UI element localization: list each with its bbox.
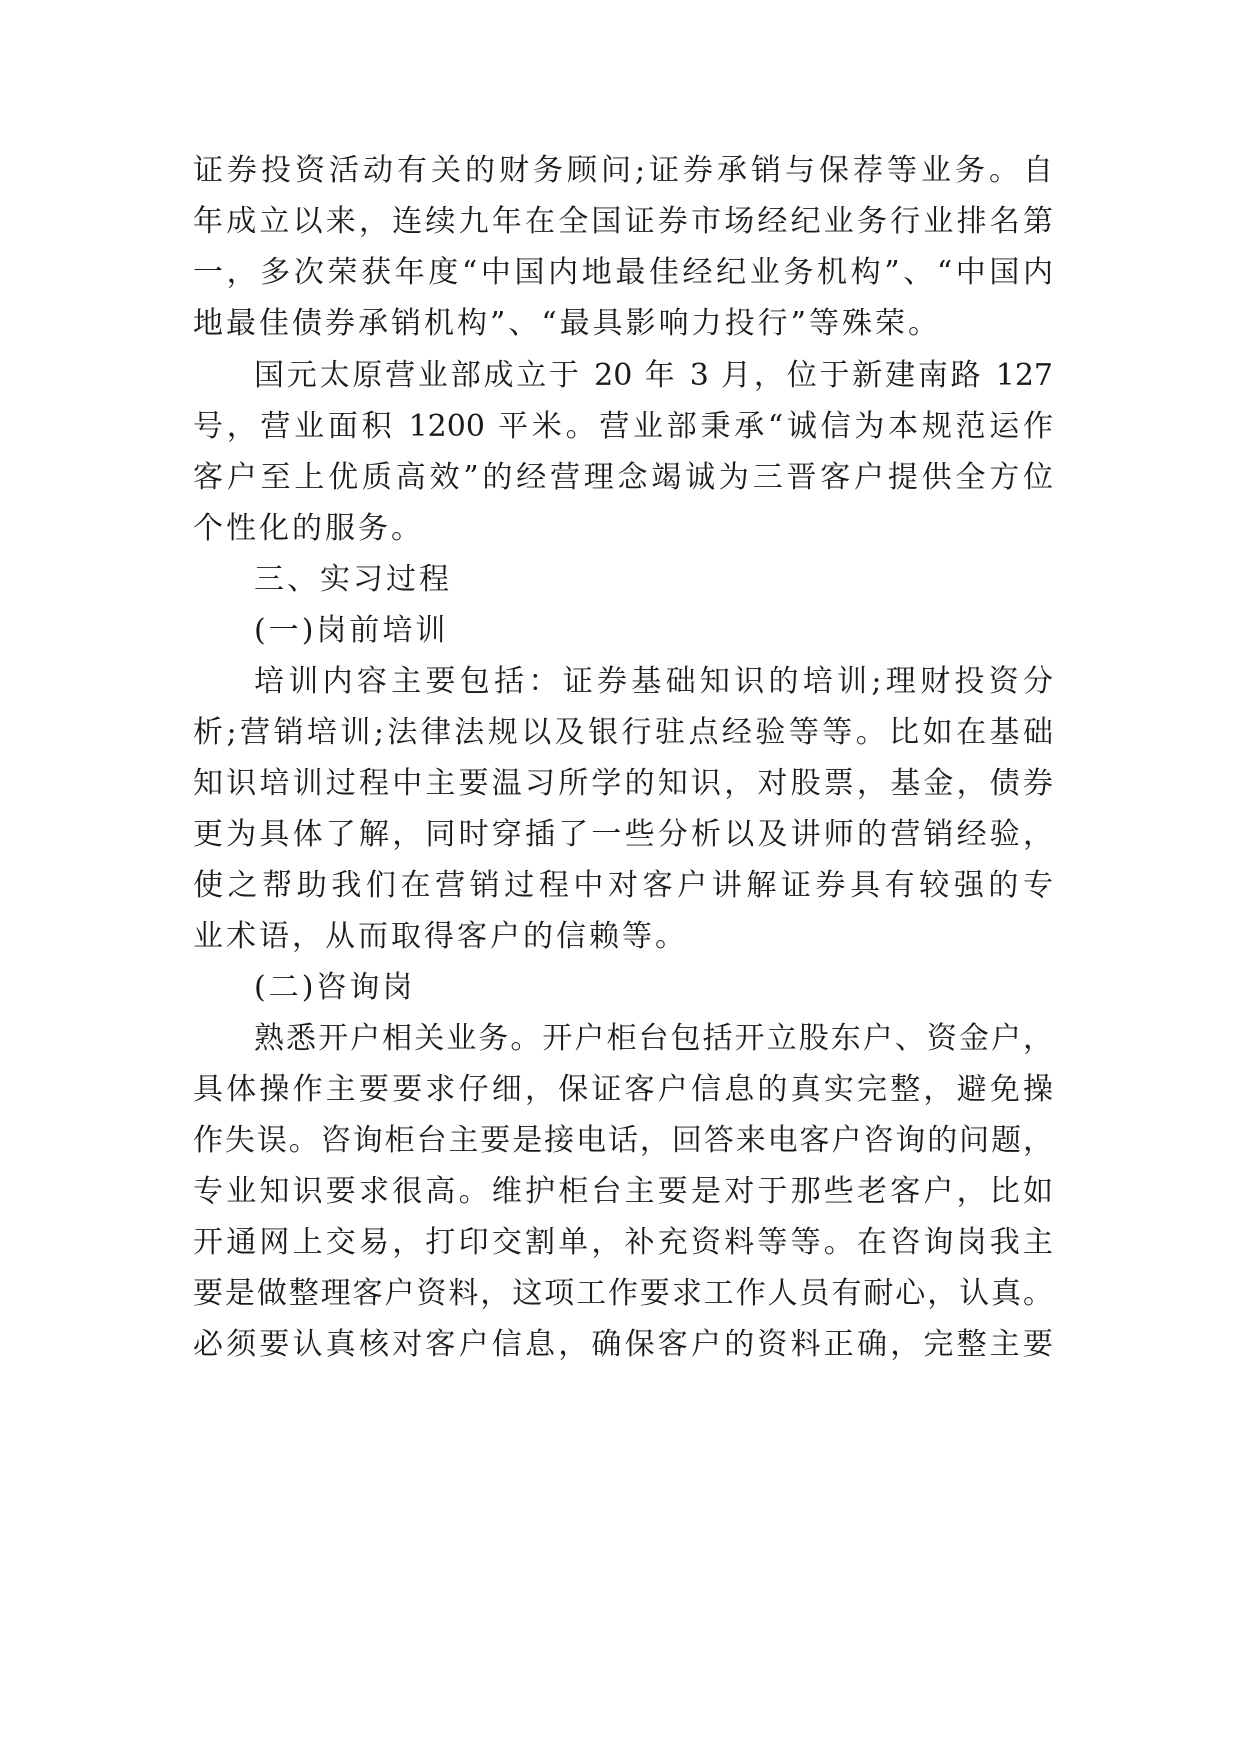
paragraph-line: 号，营业面积 1200 平米。营业部秉承“诚信为本规范运作: [193, 409, 1053, 444]
paragraph-line: 客户至上优质高效”的经营理念竭诚为三晋客户提供全方位: [193, 460, 1053, 495]
paragraph-line: 地最佳债券承销机构”、“最具影响力投行”等殊荣。: [193, 306, 942, 341]
paragraph-line: 使之帮助我们在营销过程中对客户讲解证券具有较强的专: [193, 868, 1053, 903]
section-heading: 三、实习过程: [254, 562, 452, 597]
paragraph-line: 必须要认真核对客户信息，确保客户的资料正确，完整主要: [193, 1327, 1053, 1362]
paragraph-line: 一，多次荣获年度“中国内地最佳经纪业务机构”、“中国内: [193, 255, 1053, 290]
paragraph-line: 年成立以来，连续九年在全国证券市场经纪业务行业排名第: [193, 204, 1053, 239]
paragraph-line: 更为具体了解，同时穿插了一些分析以及讲师的营销经验，: [193, 817, 1053, 852]
paragraph-line: 国元太原营业部成立于 20 年 3 月，位于新建南路 127: [254, 358, 1053, 393]
paragraph-line: 熟悉开户相关业务。开户柜台包括开立股东户、资金户，: [254, 1021, 1053, 1056]
paragraph-line: 专业知识要求很高。维护柜台主要是对于那些老客户，比如: [193, 1174, 1053, 1209]
paragraph-line: 业术语，从而取得客户的信赖等。: [193, 919, 688, 954]
paragraph-line: 证券投资活动有关的财务顾问;证券承销与保荐等业务。自: [193, 153, 1053, 188]
paragraph-line: 作失误。咨询柜台主要是接电话，回答来电客户咨询的问题，: [193, 1123, 1053, 1158]
subsection-heading: (一)岗前培训: [254, 613, 449, 648]
paragraph-line: 要是做整理客户资料，这项工作要求工作人员有耐心，认真。: [193, 1276, 1053, 1311]
paragraph-line: 知识培训过程中主要温习所学的知识，对股票，基金，债券: [193, 766, 1053, 801]
paragraph-line: 开通网上交易，打印交割单，补充资料等等。在咨询岗我主: [193, 1225, 1053, 1260]
paragraph-line: 析;营销培训;法律法规以及银行驻点经验等等。比如在基础: [193, 715, 1053, 750]
paragraph-line: 个性化的服务。: [193, 511, 424, 546]
paragraph-line: 具体操作主要要求仔细，保证客户信息的真实完整，避免操: [193, 1072, 1053, 1107]
paragraph-line: 培训内容主要包括：证券基础知识的培训;理财投资分: [254, 664, 1053, 699]
subsection-heading: (二)咨询岗: [254, 970, 416, 1005]
